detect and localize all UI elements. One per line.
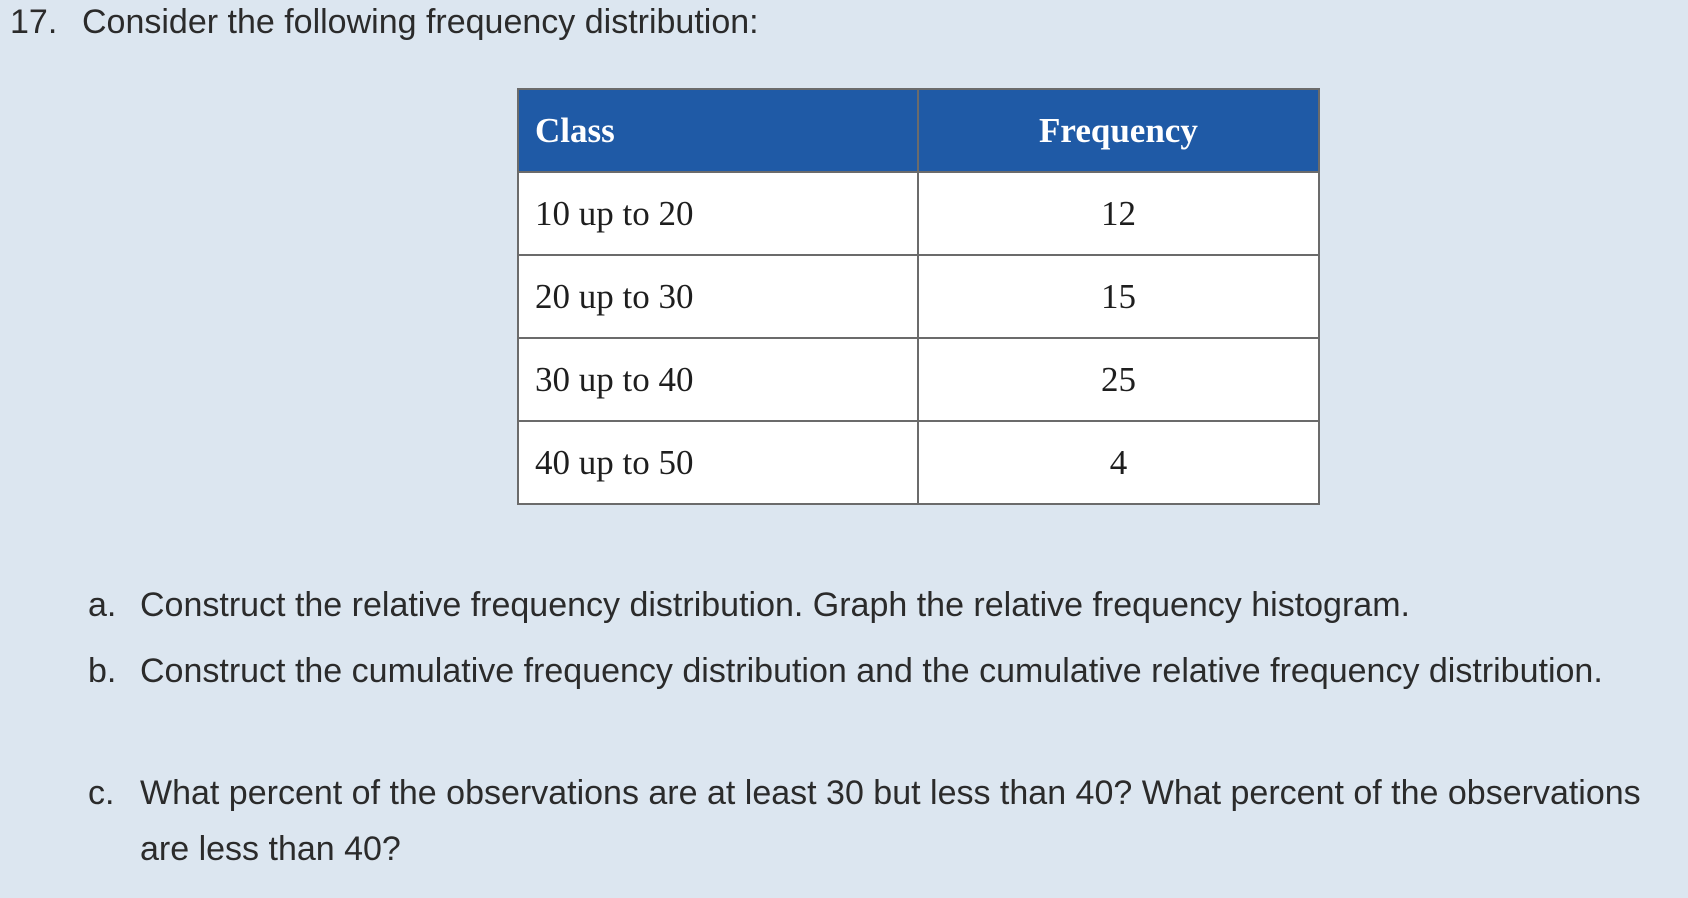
class-column-header: Class: [518, 89, 918, 172]
question-number: 17.: [10, 3, 58, 41]
table-row: [518, 255, 1319, 338]
part-text: What percent of the observations are at least 30 but less than 40? What percent of the observations are less than 40?: [140, 774, 1641, 868]
question-prompt: Consider the following frequency distribution:: [82, 3, 759, 41]
part-b: [88, 643, 1668, 699]
table-header-row: [518, 89, 1319, 172]
class-cell: 20 up to 30: [518, 255, 918, 338]
class-cell: 40 up to 50: [518, 421, 918, 504]
part-text: Construct the relative frequency distribution. Graph the relative frequency histogram.: [140, 586, 1410, 624]
table-row: [518, 338, 1319, 421]
table-row: [518, 172, 1319, 255]
part-c: [88, 765, 1668, 877]
frequency-table: [517, 88, 1320, 505]
part-letter: b.: [88, 652, 117, 690]
class-cell: 30 up to 40: [518, 338, 918, 421]
frequency-column-header: Frequency: [918, 89, 1319, 172]
part-a: [88, 577, 1668, 633]
part-text: Construct the cumulative frequency distribution and the cumulative relative frequency distribution.: [140, 652, 1603, 690]
frequency-cell: 25: [918, 338, 1319, 421]
frequency-cell: 4: [918, 421, 1319, 504]
frequency-cell: 12: [918, 172, 1319, 255]
part-letter: a.: [88, 586, 117, 624]
class-cell: 10 up to 20: [518, 172, 918, 255]
question-heading: [10, 0, 759, 44]
part-letter: c.: [88, 774, 115, 812]
table-row: [518, 421, 1319, 504]
frequency-cell: 15: [918, 255, 1319, 338]
